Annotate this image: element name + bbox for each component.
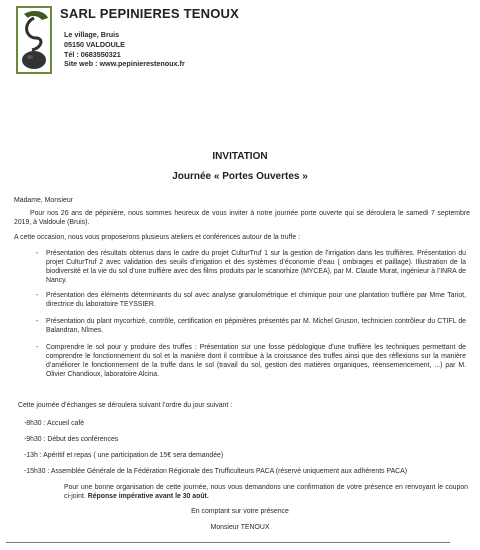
footer-divider: [6, 542, 450, 543]
closing-deadline: Réponse impérative avant le 30 août.: [87, 492, 209, 500]
event-title: Journée « Portes Ouvertes »: [172, 171, 308, 182]
workshop-item-1: - Présentation des résultats obtenus dans le cadre du projet CulturTruf 1 sur la gestion de l’irrigation dans les truffières. Présentation du projet CulturTruf 2 avec validation des seuils d’irrigation et des systèmes d’économie d’eau ( ombrages et paillage). Illustration de la biodiversité et la vie du sol d’une truffière avec des films produits par le scanorhize (MYCEA), par M. Claude Murat, ingénieur à l’INRA de Nancy.: [46, 250, 466, 286]
agenda-intro: Cette journée d’échanges se déroulera suivant l’ordre du jour suivant :: [18, 402, 233, 409]
address-line-1: Le village, Bruis: [64, 30, 120, 39]
company-logo: [12, 4, 56, 78]
workshop-item-2: - Présentation des éléments déterminants du sol avec analyse granulométrique et chimique pour une plantation truffière par Mme Tariot, directrice du laboratoire TEYSSIER.: [46, 292, 466, 310]
signature: Monsieur TENOUX: [210, 524, 270, 531]
agenda-item-1: -8h30 : Accueil café: [24, 420, 85, 427]
occasion-paragraph: A cette occasion, nous vous proposerons plusieurs ateliers et conférences autour de la truffe :: [14, 234, 301, 241]
agenda-item-2: -9h30 : Début des conférences: [24, 436, 119, 443]
sign-off: En comptant sur votre présence: [191, 508, 289, 515]
closing-text: Pour une bonne organisation de cette journée, nous vous demandons une confirmation de votre présence en renvoyant le coupon ci-joint.: [64, 484, 468, 500]
agenda-item-3: -13h : Apéritif et repas ( une participation de 15€ sera demandée): [24, 452, 224, 459]
workshop-item-3: - Présentation du plant mycorhizé, contrôle, certification en pépinières présentés par M. Michel Gruson, technicien contrôleur du CTIFL de Balandran, Nîmes.: [46, 318, 466, 336]
address-line-2: 05150 VALDOULE: [64, 39, 125, 49]
company-name: SARL PEPINIERES TENOUX: [60, 6, 239, 21]
agenda-item-4: -15h30 : Assemblée Générale de la Fédération Régionale des Trufficulteurs PACA (réservé uniquement aux adhérents PACA): [24, 468, 408, 475]
salutation: Madame, Monsieur: [14, 197, 73, 204]
intro-paragraph: Pour nos 26 ans de pépinière, nous sommes heureux de vous inviter à notre journée porte ouverte qui se déroulera le samedi 7 septembre 2019, à Valdoule (Bruis).: [14, 210, 470, 226]
workshop-item-4: - Comprendre le sol pour y produire des truffes : Présentation sur une fosse pédologique d’une truffière les techniques permettant de comprendre le fonctionnement du sol et la manière dont il contribue à la croissance des truffes ainsi que des réflexions sur la manière d’améliorer le fonctionnement de la truffe dans le sol (travail du sol, gestion des matières organiques, réensemencement, ...) par M. Olivier Chandioux, laboratoire Alcina.: [46, 344, 466, 380]
website: Site web : www.pepinierestenoux.fr: [64, 59, 185, 69]
closing-paragraph: [64, 484, 468, 502]
phone: Tél : 0683550321: [64, 49, 121, 59]
company-address: [64, 30, 185, 69]
invitation-title: INVITATION: [212, 151, 268, 162]
